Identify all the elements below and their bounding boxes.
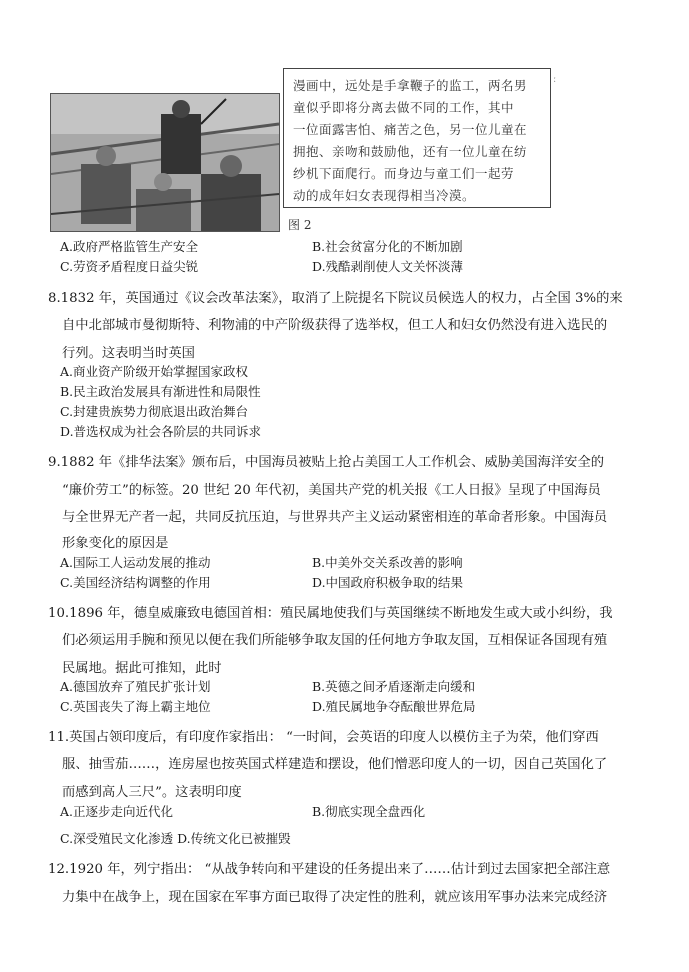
q9-stem-line-1: 9.1882 年《排华法案》颁布后，中国海员被贴上抢占美国工人工作机会、威胁美国海洋安全的 (48, 455, 605, 470)
figure-caption (283, 68, 551, 208)
cartoon-illustration (50, 93, 280, 232)
q9-stem-line-3: 与全世界无产者一起，共同反抗压迫，与世界共产主义运动紧密相连的革命者形象。中国海员 (62, 510, 608, 525)
caption-line: 一位面露害怕、痛苦之色，另一位儿童在 (293, 122, 528, 137)
q8-stem-line-3: 行列。这表明当时英国 (62, 346, 195, 361)
q7-option-a: A.政府严格监管生产安全 (60, 239, 199, 254)
q8-stem-line-1: 8.1832 年，英国通过《议会改革法案》，取消了上院提名下院议员候选人的权力，占全国 3%的来 (48, 291, 623, 306)
q11-option-cd: C.深受殖民文化渗透 D.传统文化已被摧毁 (60, 831, 291, 846)
q9-option-b: B.中美外交关系改善的影响 (312, 555, 463, 570)
q8-option-b: B.民主政治发展具有渐进性和局限性 (60, 384, 261, 399)
q10-stem-line-3: 民属地。据此可推知，此时 (62, 661, 222, 676)
q9-stem-line-4: 形象变化的原因是 (62, 536, 169, 551)
q10-stem-line-2: 们必须运用手腕和预见以便在我们所能够争取友国的任何地方争取友国，互相保证各国现有殖 (62, 633, 608, 648)
q12-stem-line-2: 力集中在战争上，现在国家在军事方面已取得了决定性的胜利，就应该用军事办法来完成经济 (62, 890, 608, 905)
q11-option-a: A.正逐步走向近代化 (60, 804, 174, 819)
q9-option-d: D.中国政府积极争取的结果 (312, 575, 464, 590)
caption-line: 动的成年妇女表现得相当冷漠。 (293, 188, 476, 203)
q10-option-c: C.英国丧失了海上霸主地位 (60, 699, 211, 714)
q8-stem-line-2: 自中北部城市曼彻斯特、利物浦的中产阶级获得了选举权，但工人和妇女仍然没有进入选民的 (62, 318, 608, 333)
q10-option-d: D.殖民属地争夺酝酿世界危局 (312, 699, 476, 714)
q7-option-b: B.社会贫富分化的不断加剧 (312, 239, 463, 254)
side-mark: ː (553, 74, 557, 85)
q8-option-c: C.封建贵族势力彻底退出政治舞台 (60, 404, 249, 419)
q8-option-d: D.普选权成为社会各阶层的共同诉求 (60, 424, 262, 439)
q9-stem-line-2: “廉价劳工”的标签。20 世纪 20 年代初，美国共产党的机关报《工人日报》呈现了中国海员 (62, 483, 601, 498)
q11-stem-line-3: 而感到高人三尺”。这表明印度 (62, 785, 242, 800)
caption-line: 漫画中，远处是手拿鞭子的监工，两名男 (293, 78, 528, 93)
caption-line: 纱机下面爬行。而身边与童工们一起劳 (293, 166, 515, 181)
caption-line: 童似乎即将分离去做不同的工作，其中 (293, 100, 515, 115)
q10-option-a: A.德国放弃了殖民扩张计划 (60, 679, 211, 694)
q11-option-b: B.彻底实现全盘西化 (312, 804, 426, 819)
q10-option-b: B.英德之间矛盾逐渐走向缓和 (312, 679, 476, 694)
figure-label: 图 2 (288, 218, 312, 232)
caption-line: 拥抱、亲吻和鼓励他，还有一位儿童在纺 (293, 144, 528, 159)
q9-option-c: C.美国经济结构调整的作用 (60, 575, 211, 590)
q7-option-c: C.劳资矛盾程度日益尖锐 (60, 259, 199, 274)
q8-option-a: A.商业资产阶级开始掌握国家政权 (60, 364, 249, 379)
q12-stem-line-1: 12.1920 年，列宁指出： “从战争转向和平建设的任务提出来了……估计到过去国家把全部注意 (48, 862, 611, 877)
q7-option-d: D.残酷剥削使人文关怀淡薄 (312, 259, 464, 274)
q11-stem-line-1: 11.英国占领印度后，有印度作家指出： “一时间，会英语的印度人以模仿主子为荣，他们穿西 (48, 730, 599, 745)
q9-option-a: A.国际工人运动发展的推动 (60, 555, 211, 570)
q10-stem-line-1: 10.1896 年，德皇威廉致电德国首相：殖民属地使我们与英国继续不断地发生或大或小纠纷，我 (48, 606, 613, 621)
q11-stem-line-2: 服、抽雪茄……，连房屋也按英国式样建造和摆设，他们憎恶印度人的一切，因自己英国化了 (62, 757, 608, 772)
